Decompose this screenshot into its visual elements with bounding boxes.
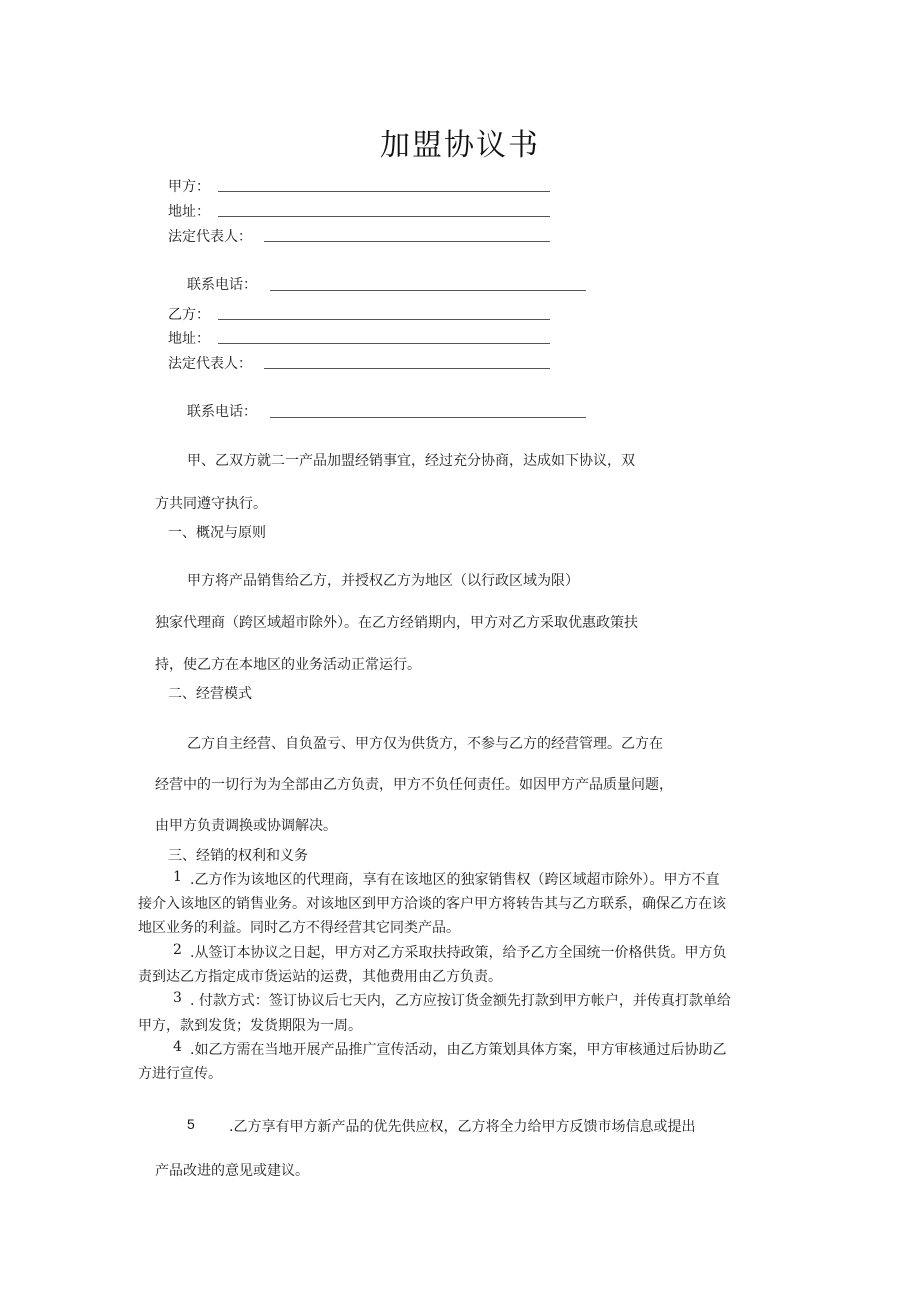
party-b-legal-rep-blank [264, 368, 550, 369]
section-1-line-1: 甲方将产品销售给乙方，并授权乙方为地区（以行政区域为限） [187, 573, 579, 589]
party-a-name-blank [218, 191, 550, 192]
item-4-line-1: .如乙方需在当地开展产品推广宣传活动，由乙方策划具体方案，甲方审核通过后协助乙 [190, 1042, 727, 1058]
section-1-line-3: 持，使乙方在本地区的业务活动正常运行。 [155, 657, 421, 673]
party-a-name-label: 甲方： [168, 179, 210, 195]
party-a-address-blank [218, 216, 550, 217]
item-4-line-2: 方进行宣传。 [138, 1066, 222, 1082]
item-3-line-1: . 付款方式：签订协议后七天内，乙方应按订货金额先打款到甲方帐户，并传真打款单给 [190, 993, 731, 1009]
item-1-line-2: 接介入该地区的销售业务。对该地区到甲方洽谈的客户甲方将转告其与乙方联系，确保乙方在该 [138, 896, 726, 912]
item-2-number: 2 [173, 942, 182, 958]
item-1-number: 1 [173, 869, 182, 885]
item-1-line-3: 地区业务的利益。同时乙方不得经营其它同类产品。 [138, 920, 460, 936]
document-title: 加盟协议书 [380, 128, 540, 163]
party-b-name-label: 乙方： [168, 307, 210, 323]
party-a-address-label: 地址： [168, 204, 210, 220]
item-3-line-2: 甲方，款到发货；发货期限为一周。 [138, 1018, 362, 1034]
item-2-line-1: .从签订本协议之日起，甲方对乙方采取扶持政策，给予乙方全国统一价格供货。甲方负 [190, 945, 727, 961]
item-5-line-1: .乙方享有甲方新产品的优先供应权，乙方将全力给甲方反馈市场信息或提出 [229, 1119, 696, 1135]
section-3-heading: 三、经销的权利和义务 [168, 848, 308, 864]
section-2-heading: 二、经营模式 [168, 686, 252, 702]
section-1-line-2: 独家代理商（跨区域超市除外）。在乙方经销期内，甲方对乙方采取优惠政策扶 [155, 615, 638, 631]
party-b-phone-label: 联系电话： [187, 404, 257, 420]
section-2-line-2: 经营中的一切行为为全部由乙方负责，甲方不负任何责任。如因甲方产品质量问题， [155, 777, 673, 793]
intro-line-1: 甲、乙双方就二一产品加盟经销事宜，经过充分协商，达成如下协议，双 [187, 453, 635, 469]
party-b-address-label: 地址： [168, 331, 210, 347]
party-b-name-blank [218, 319, 550, 320]
party-a-phone-label: 联系电话： [187, 277, 257, 293]
item-2-line-2: 责到达乙方指定成市货运站的运费，其他费用由乙方负责。 [138, 969, 502, 985]
section-1-heading: 一、概况与原则 [168, 525, 266, 541]
item-5-number: 5 [187, 1116, 195, 1132]
party-a-legal-rep-label: 法定代表人： [168, 229, 252, 245]
item-4-number: 4 [173, 1039, 182, 1055]
party-b-phone-blank [270, 417, 586, 418]
section-2-line-3: 由甲方负责调换或协调解决。 [155, 818, 337, 834]
party-b-address-blank [218, 343, 550, 344]
party-a-phone-blank [270, 290, 586, 291]
item-3-number: 3 [173, 990, 182, 1006]
party-a-legal-rep-blank [264, 241, 550, 242]
item-1-line-1: .乙方作为该地区的代理商，享有在该地区的独家销售权（跨区域超市除外）。甲方不直 [190, 872, 720, 888]
item-5-line-2: 产品改进的意见或建议。 [155, 1163, 309, 1179]
party-b-legal-rep-label: 法定代表人： [168, 356, 252, 372]
intro-line-2: 方共同遵守执行。 [155, 496, 267, 512]
section-2-line-1: 乙方自主经营、自负盈亏、甲方仅为供货方，不参与乙方的经营管理。乙方在 [187, 736, 663, 752]
